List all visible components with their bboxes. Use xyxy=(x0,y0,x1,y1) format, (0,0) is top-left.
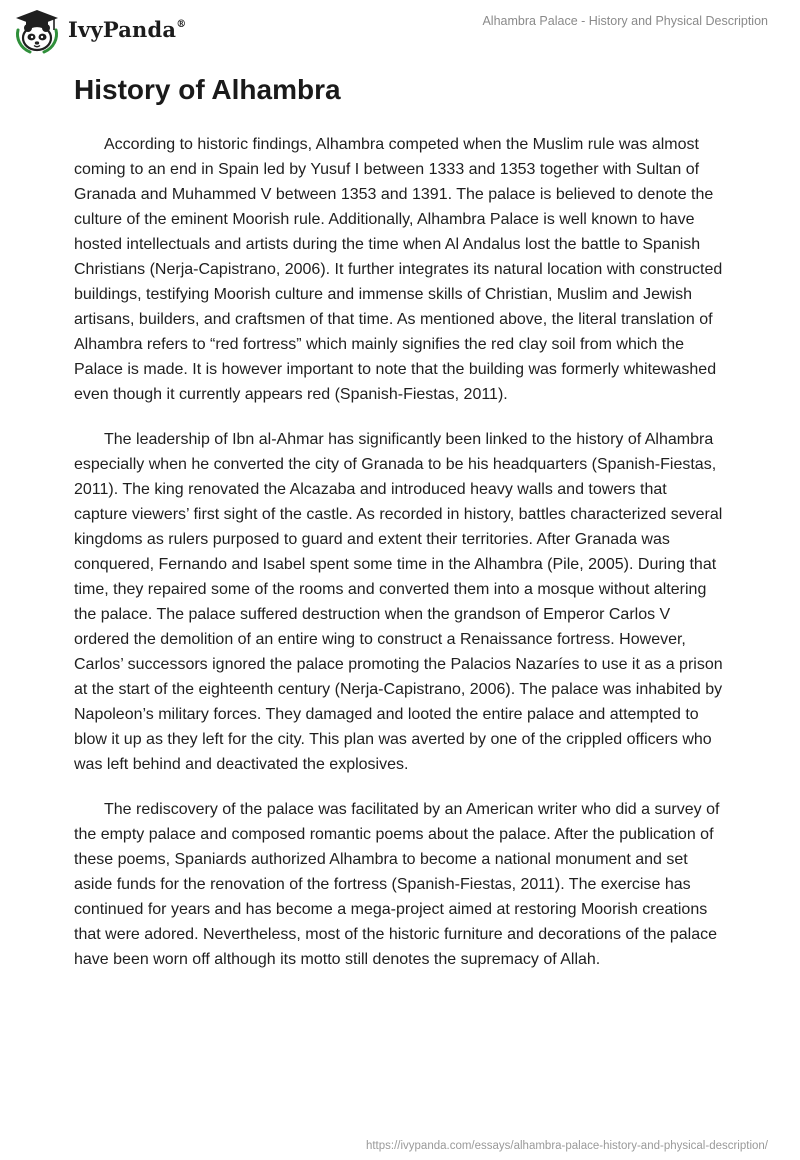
brand-logo[interactable] xyxy=(14,8,186,54)
document-title: Alhambra Palace - History and Physical Description xyxy=(482,14,768,28)
page-header xyxy=(0,0,800,60)
registered-mark: ® xyxy=(176,18,187,30)
page-title: History of Alhambra xyxy=(74,74,341,105)
source-url-link[interactable]: https://ivypanda.com/essays/alhambra-palace-history-and-physical-description/ xyxy=(365,1140,768,1152)
paragraph-2: The leadership of Ibn al-Ahmar has significantly been linked to the history of Alhambra especially when he converted the city of Granada to be his headquarters (Spanish-Fiestas, 2011). The king renovated the Alcazaba and introduced heavy walls and towers that capture viewers’ first sight of the castle. As recorded in history, battles characterized several kingdoms as rulers purposed to guard and extent their territories. After Granada was conquered, Fernando and Isabel spent some time in the Alhambra (Pile, 2005). During that time, they repaired some of the rooms and converted them into a mosque without altering the palace. The palace suffered destruction when the grandson of Emperor Carlos V ordered the demolition of an entire wing to construct a Renaissance fortress. However, Carlos’ successors ignored the palace promoting the Palacios Nazaríes to use it as a prison at the start of the eighteenth century (Nerja-Capistrano, 2006). The palace was inhabited by Napoleon’s military forces. They damaged and looted the entire palace and attempted to blow it up as they left for the city. This plan was averted by one of the crippled officers who was left behind and deactivated the explosives. xyxy=(74,431,723,773)
paragraph-3: The rediscovery of the palace was facilitated by an American writer who did a survey of the empty palace and composed romantic poems about the palace. After the publication of these poems, Spaniards authorized Alhambra to become a national monument and set aside funds for the renovation of the fortress (Spanish-Fiestas, 2011). The exercise has continued for years and has become a mega-project aimed at restoring Moorish creations that were adored. Nevertheless, most of the historic furniture and decorations of the palace have been worn off although its motto still denotes the supremacy of Allah. xyxy=(74,801,720,968)
paragraph-1: According to historic findings, Alhambra competed when the Muslim rule was almost coming to an end in Spain led by Yusuf I between 1333 and 1353 together with Sultan of Granada and Muhammed V between 1353 and 1391. The palace is believed to denote the culture of the eminent Moorish rule. Additionally, Alhambra Palace is well known to have hosted intellectuals and artists during the time when Al Andalus lost the battle to Spanish Christians (Nerja-Capistrano, 2006). It further integrates its natural location with constructed buildings, testifying Moorish culture and immense skills of Christian, Muslim and Jewish artisans, builders, and craftsmen of that time. As mentioned above, the literal translation of Alhambra refers to “red fortress” which mainly signifies the red clay soil from which the Palace is made. It is however important to note that the building was formerly whitewashed even though it currently appears red (Spanish-Fiestas, 2011). xyxy=(74,136,723,403)
brand-name: IvyPanda® xyxy=(68,16,187,42)
panda-graduate-logo-icon xyxy=(14,8,60,54)
article-body xyxy=(74,72,724,992)
